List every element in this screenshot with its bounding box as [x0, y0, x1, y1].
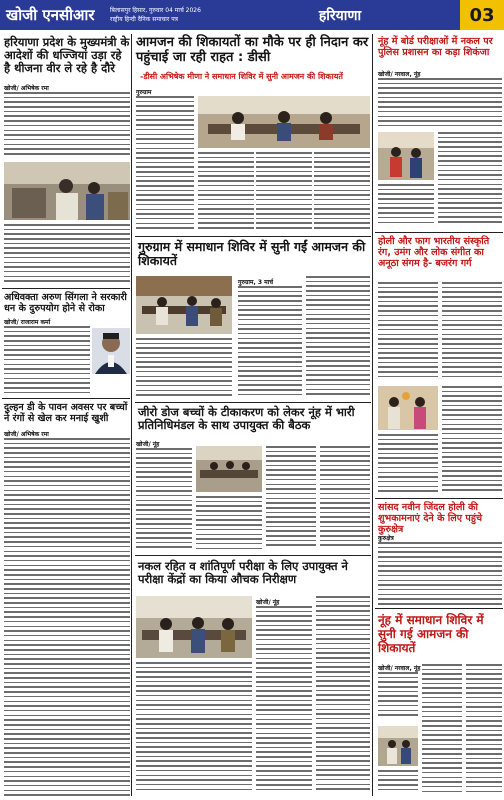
holi-body-col-1 — [378, 282, 438, 382]
section-divider — [2, 398, 130, 399]
exam-body-col-3 — [136, 662, 252, 796]
main-byline: गुरुग्राम — [136, 89, 152, 96]
main-body-col-1 — [136, 96, 194, 232]
girls-headline: नूंह में बोर्ड परीक्षाओं में नकल पर पुलिस प्रशासन का कड़ा शिकंजा — [378, 36, 493, 59]
nuh-body-col-4 — [378, 770, 418, 796]
nuh-byline: खोजी/ नरवाल, नूंह — [378, 665, 421, 672]
gurugram-headline: गुरुग्राम में समाधान शिविर में सुनी गईं आमजन की शिकायतें — [138, 239, 366, 269]
jeerd-byline: खोजी/ नूंह — [136, 441, 160, 448]
jeerd-meeting-photo — [196, 446, 262, 492]
column-rule — [131, 34, 132, 796]
nuh-body-col-1 — [378, 672, 418, 722]
girls-body-col-1 — [378, 78, 502, 130]
holi-body-col-3 — [378, 434, 438, 496]
column-rule — [372, 34, 373, 796]
gurugram-body-col-2 — [306, 276, 370, 400]
gurugram-byline: गुरुग्राम, 3 मार्च — [238, 279, 274, 286]
cm-body-text — [4, 92, 130, 160]
section-divider — [135, 555, 371, 556]
page-number: 03 — [460, 0, 504, 30]
singla-portrait — [92, 328, 130, 374]
cm-body-text-2 — [4, 224, 130, 286]
holi-headline: होली और फाग भारतीय संस्कृति रंग, उमंग और लोक संगीत का अनूठा संगम है- बजरंग गर्ग — [378, 236, 490, 270]
main-body-col-4 — [314, 152, 370, 232]
date-line: बिलासपुर हिसार, गुरुवार 04 मार्च 2026 — [110, 7, 201, 14]
holi-body-col-2 — [442, 282, 502, 382]
gurugram-body-col-1 — [238, 286, 302, 400]
nuh-body-col-3 — [466, 664, 502, 796]
exam-body-col-2 — [316, 596, 370, 796]
section-divider — [135, 402, 371, 403]
masthead-dateline — [110, 6, 220, 24]
edition-line: राष्ट्रीय हिन्दी दैनिक समाचार पत्र — [110, 16, 178, 23]
jeerd-body-col-4 — [320, 446, 370, 554]
gurugram-body-col-3 — [136, 338, 232, 400]
masthead — [0, 0, 504, 30]
mp-body-text — [378, 542, 502, 606]
girls-body-col-2 — [438, 132, 502, 230]
dulhan-body-text — [4, 438, 130, 796]
gurugram-photo — [136, 276, 232, 334]
nuh-photo — [378, 726, 418, 766]
section-divider — [135, 236, 371, 237]
main-headline: आमजन की शिकायतों का मौके पर ही निदान कर पहुंचाई जा रही राहत : डीसी — [136, 35, 369, 65]
section-divider — [375, 498, 503, 499]
jeerd-body-col-1 — [136, 448, 192, 554]
exam-inspection-photo — [136, 596, 252, 658]
exam-headline: नकल रहित व शांतिपूर्ण परीक्षा के लिए उपायुक्त ने परीक्षा केंद्रों का किया औचक निरीक्षण — [138, 559, 348, 587]
main-story-photo — [198, 96, 370, 148]
dulhan-byline: खोजी/ अभिषेक रमा — [4, 431, 49, 438]
main-subheadline: -डीसी अभिषेक मीणा ने समाधान शिविर में सुनी आमजन की शिकायतें — [140, 72, 343, 81]
dulhan-headline: दुल्हन डी के पावन अवसर पर बच्चों ने रंगों से खेल कर मनाई खुशी — [4, 402, 128, 425]
holi-body-col-4 — [442, 386, 502, 496]
girls-body-col-3 — [378, 184, 434, 230]
mp-byline: कुरुक्षेत्र — [378, 535, 394, 542]
jeerd-body-col-2 — [196, 496, 262, 554]
section-divider — [375, 608, 503, 609]
mp-headline: सांसद नवीन जिंदल होली की शुभकामनाएं देने के लिए पहुंचे कुरुक्षेत्र — [378, 502, 483, 536]
section-divider — [375, 232, 503, 233]
nuh-body-col-2 — [422, 664, 462, 796]
section-divider — [2, 288, 130, 289]
singla-byline: खोजी/ राजाराम कर्मा — [4, 319, 51, 326]
exam-body-col-1 — [256, 606, 312, 796]
singla-headline: अधिवक्ता अरुण सिंगला ने सरकारी धन के दुरुपयोग होने से रोका — [4, 292, 127, 315]
cm-story-photo — [4, 162, 130, 220]
jeerd-headline: जीरो डोज बच्चों के टीकाकरण को लेकर नूंह में भारी प्रतिनिधिमंडल के साथ उपायुक्त की बैठक — [138, 405, 355, 433]
newspaper-logo: खोजी एनसीआर — [6, 6, 95, 24]
cm-headline: हरियाणा प्रदेश के मुख्यमंत्री के आदेशों की धज्जियां उड़ा रहे है थीजना वीर ले रहे है दौरे — [4, 35, 130, 76]
holi-photo — [378, 386, 438, 430]
nuh-headline: नूंह में समाधान शिविर में सुनी गई आमजन की शिकायतें — [378, 613, 484, 655]
girls-byline: खोजी/ नरवाल, नूंह — [378, 71, 421, 78]
main-body-col-3 — [256, 152, 312, 232]
girls-photo — [378, 132, 434, 180]
jeerd-body-col-3 — [266, 446, 316, 554]
main-body-col-2 — [198, 152, 254, 232]
singla-body-text — [4, 326, 90, 396]
exam-byline: खोजी/ नूंह — [256, 599, 280, 606]
section-title: हरियाणा — [318, 7, 362, 24]
cm-byline: खोजी/ अभिषेक रमा — [4, 85, 49, 92]
